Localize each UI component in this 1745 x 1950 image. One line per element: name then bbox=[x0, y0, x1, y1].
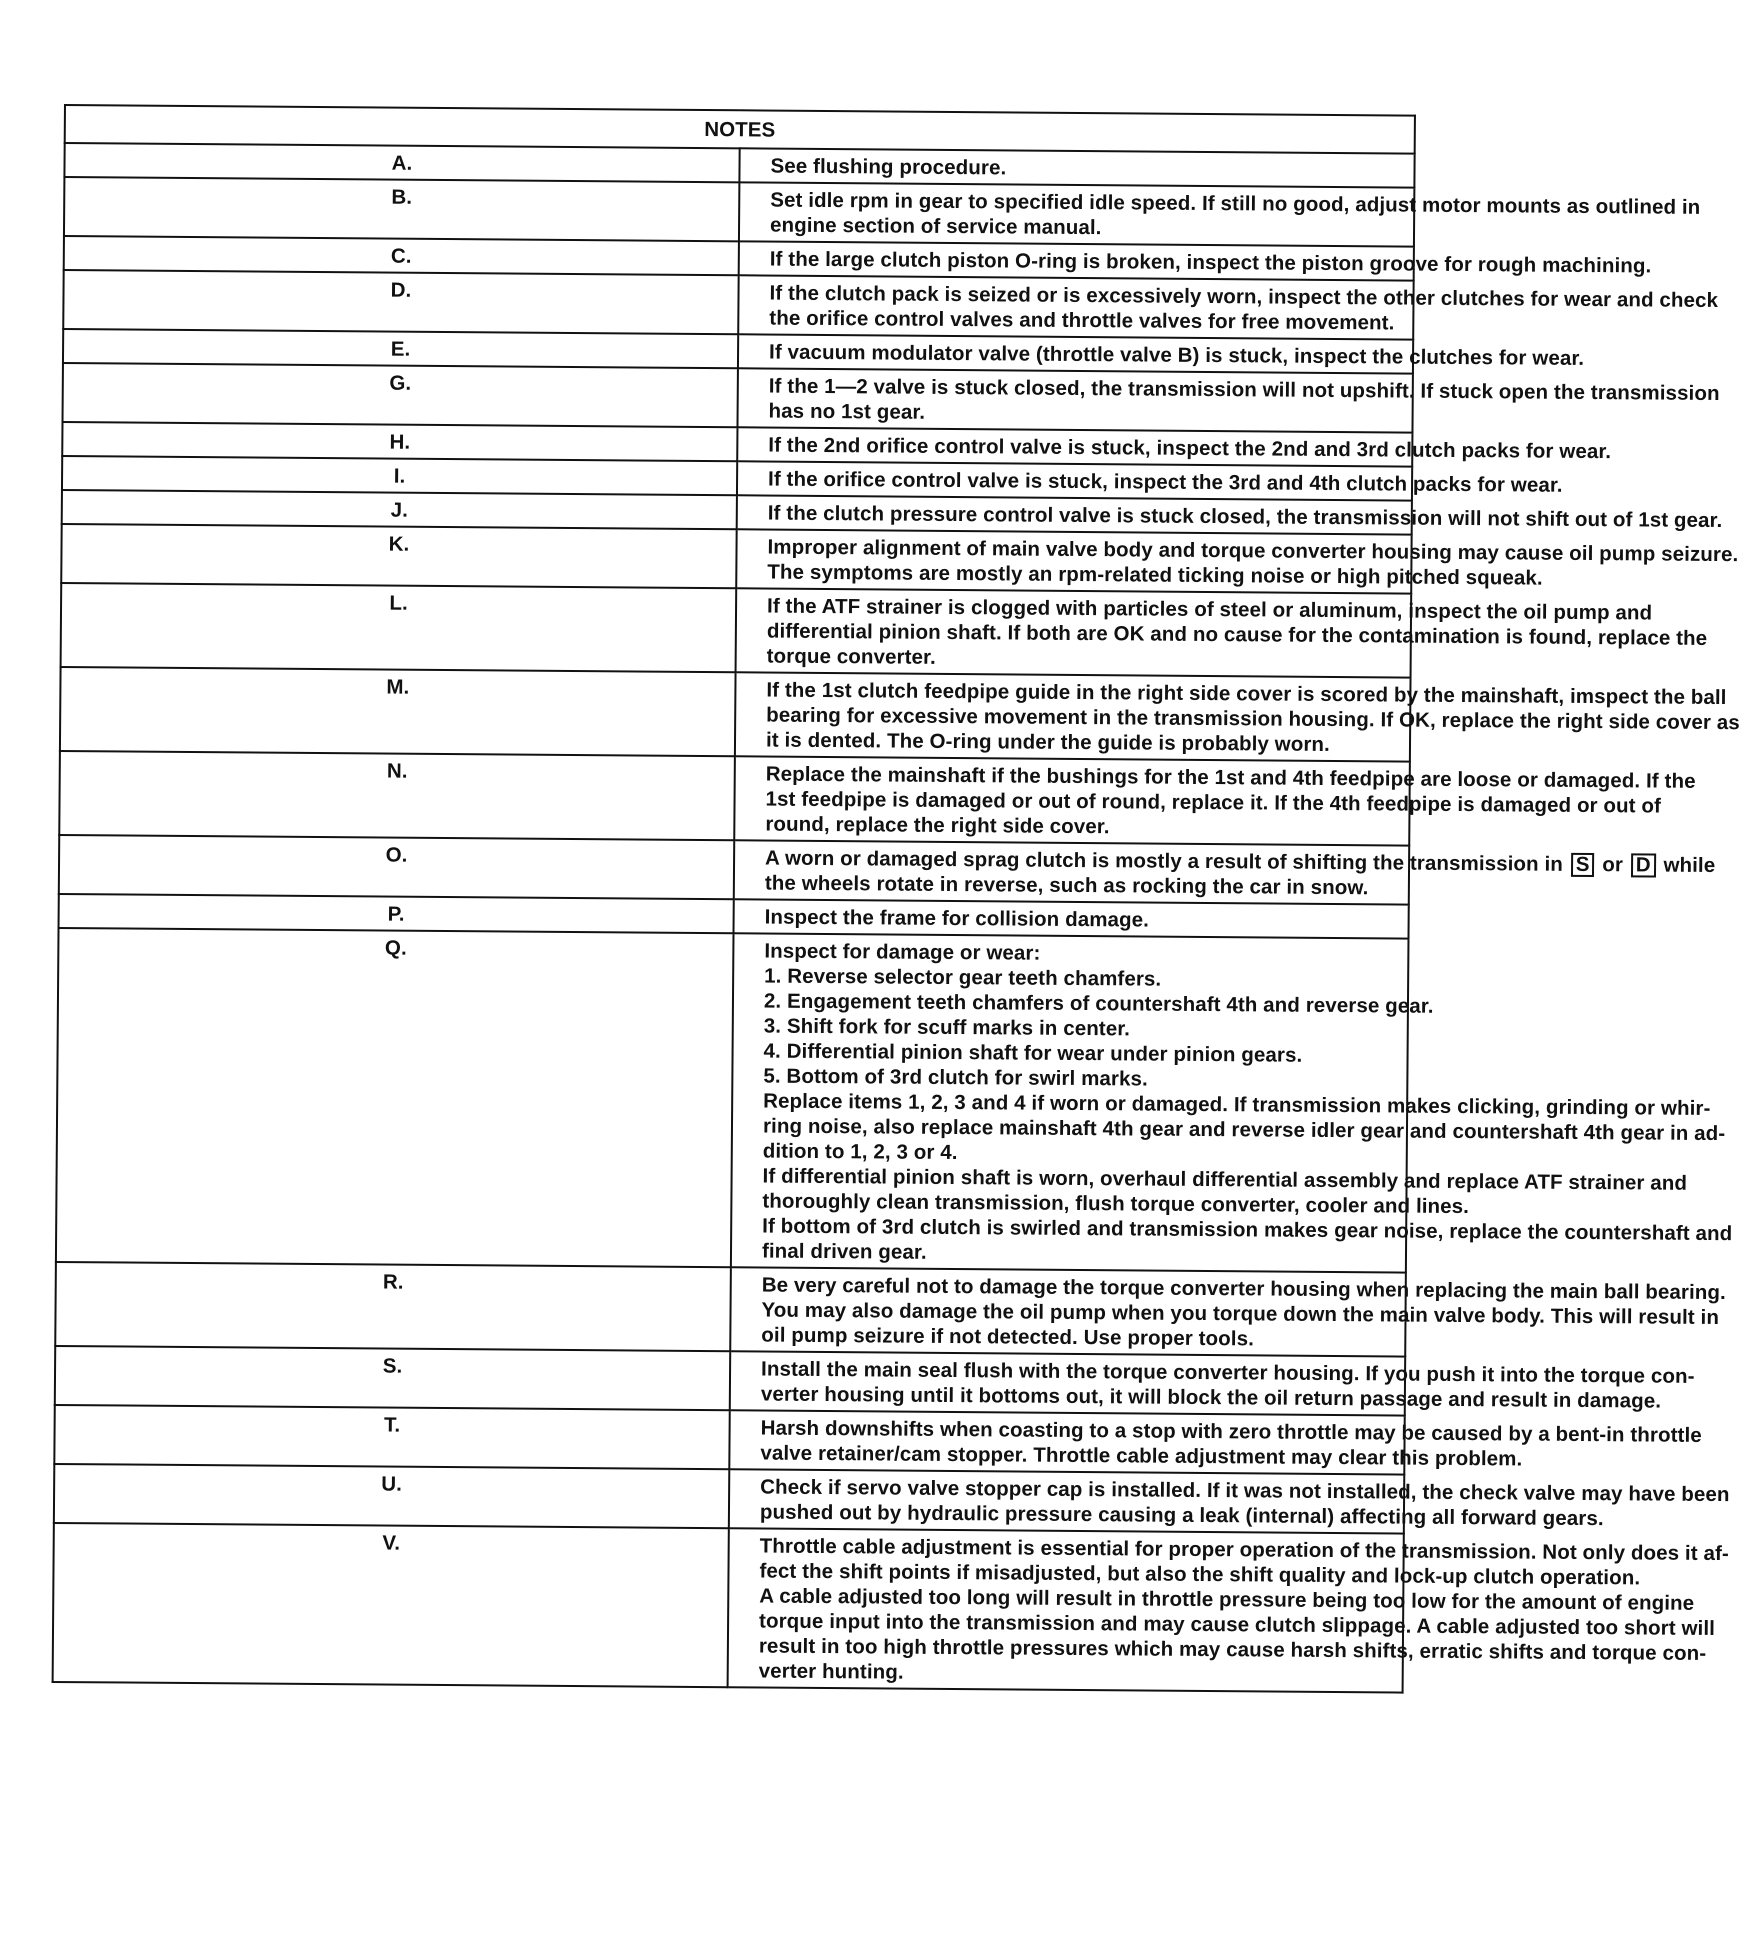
note-line: torque input into the transmission and may cause clutch slippage. A cable adjusted too short will bbox=[759, 1609, 1716, 1641]
note-line: it is dented. The O-ring under the guide is probably worn. bbox=[765, 728, 1330, 756]
note-letter: U. bbox=[54, 1464, 729, 1528]
notes-sheet bbox=[52, 104, 1740, 1694]
note-line: thoroughly clean transmission, flush torque converter, cooler and lines. bbox=[762, 1189, 1470, 1219]
note-line: oil pump seizure if not detected. Use proper tools. bbox=[761, 1323, 1255, 1351]
note-line-segment: or bbox=[1602, 853, 1624, 877]
note-line-segment: while bbox=[1663, 853, 1716, 877]
note-line: Install the main seal flush with the torque converter housing. If you push it into the torque con- bbox=[760, 1357, 1695, 1388]
note-text bbox=[730, 1351, 1695, 1415]
note-letter: N. bbox=[59, 751, 735, 840]
note-text bbox=[728, 1528, 1729, 1692]
note-row-r bbox=[55, 1262, 1406, 1357]
note-line: ring noise, also replace mainshaft 4th gear and reverse idler gear and countershaft 4th gear in ad- bbox=[762, 1114, 1726, 1146]
note-text bbox=[737, 368, 1720, 432]
note-line: You may also damage the oil pump when you torque down the main valve body. This will result in bbox=[761, 1298, 1720, 1330]
selector-position-s: S bbox=[1571, 853, 1595, 877]
note-row-d bbox=[63, 270, 1413, 340]
note-letter: J. bbox=[62, 490, 737, 529]
note-line-segment: A worn or damaged sprag clutch is mostly a result of shifting the transmission in bbox=[765, 846, 1564, 876]
note-letter: I. bbox=[62, 456, 737, 495]
note-text bbox=[736, 588, 1708, 677]
note-line: round, replace the right side cover. bbox=[765, 812, 1110, 839]
note-line: bearing for excessive movement in the transmission housing. If OK, replace the right side cover as bbox=[766, 703, 1740, 735]
note-row-g bbox=[63, 363, 1413, 433]
note-row-k bbox=[61, 524, 1411, 594]
note-row-u bbox=[54, 1464, 1404, 1534]
note-text bbox=[734, 756, 1696, 845]
note-line: torque converter. bbox=[766, 644, 936, 669]
note-letter: T. bbox=[54, 1405, 729, 1469]
note-letter: V. bbox=[53, 1523, 729, 1687]
note-line: 1. Reverse selector gear teeth chamfers. bbox=[764, 964, 1162, 991]
notes-table bbox=[52, 104, 1740, 1694]
note-letter: L. bbox=[61, 583, 737, 672]
note-letter: H. bbox=[62, 422, 737, 461]
note-line: If the clutch pack is seized or is excessively worn, inspect the other clutches for wear and check bbox=[769, 281, 1719, 312]
note-line: fect the shift points if misadjusted, but also the shift quality and lock-up clutch operation. bbox=[759, 1559, 1641, 1590]
note-letter: Q. bbox=[56, 928, 734, 1267]
note-line: engine section of service manual. bbox=[769, 213, 1102, 240]
note-text bbox=[739, 241, 1652, 280]
note-row-t bbox=[54, 1405, 1404, 1475]
note-line: Throttle cable adjustment is essential for proper operation of the transmission. Not only does it af- bbox=[759, 1534, 1729, 1566]
note-text bbox=[735, 672, 1740, 761]
note-letter: O. bbox=[59, 835, 734, 899]
note-line: valve retainer/cam stopper. Throttle cable adjustment may clear this problem. bbox=[760, 1441, 1523, 1471]
note-line: If the orifice control valve is stuck, inspect the 3rd and 4th clutch packs for wear. bbox=[767, 467, 1563, 497]
note-line: final driven gear. bbox=[761, 1239, 927, 1264]
note-text bbox=[730, 1267, 1726, 1356]
note-text bbox=[734, 840, 1716, 904]
note-line: A cable adjusted too long will result in throttle pressure being too low for the amount of engine bbox=[759, 1584, 1695, 1615]
note-letter: E. bbox=[63, 329, 738, 368]
note-letter: M. bbox=[60, 667, 736, 756]
note-text bbox=[738, 334, 1585, 373]
note-line: verter housing until it bottoms out, it will block the oil return passage and result in damage. bbox=[760, 1382, 1662, 1413]
note-line: 5. Bottom of 3rd clutch for swirl marks. bbox=[763, 1064, 1148, 1091]
note-text bbox=[731, 933, 1733, 1272]
note-line: If the 1st clutch feedpipe guide in the right side cover is scored by the mainshaft, imspect the ball bbox=[766, 678, 1727, 710]
note-letter: A. bbox=[64, 143, 739, 182]
note-letter: B. bbox=[64, 177, 739, 241]
note-letter: D. bbox=[63, 270, 738, 334]
note-text bbox=[729, 1469, 1730, 1533]
note-row-s bbox=[55, 1346, 1405, 1416]
note-text bbox=[738, 275, 1719, 339]
note-row-b bbox=[64, 177, 1414, 247]
notes-title: NOTES bbox=[65, 105, 1415, 154]
note-text bbox=[729, 1410, 1702, 1474]
note-line: If bottom of 3rd clutch is swirled and transmission makes gear noise, replace the countershaft and bbox=[762, 1214, 1733, 1246]
note-line: Harsh downshifts when coasting to a stop with zero throttle may be caused by a bent-in throttle bbox=[760, 1416, 1702, 1447]
note-row-q bbox=[56, 928, 1409, 1273]
note-line: 1st feedpipe is damaged or out of round, replace it. If the 4th feedpipe is damaged or out of bbox=[765, 787, 1662, 818]
note-row-m bbox=[60, 667, 1411, 762]
note-letter: P. bbox=[59, 894, 734, 933]
note-line: dition to 1, 2, 3 or 4. bbox=[762, 1139, 958, 1165]
note-line: has no 1st gear. bbox=[768, 399, 926, 424]
note-line: If the 2nd orifice control valve is stuck, inspect the 2nd and 3rd clutch packs for wear. bbox=[768, 433, 1612, 464]
note-text bbox=[739, 148, 1414, 187]
note-text bbox=[736, 529, 1739, 593]
note-line: 2. Engagement teeth chamfers of countershaft 4th and reverse gear. bbox=[763, 989, 1434, 1018]
note-line: Inspect for damage or wear: bbox=[764, 939, 1041, 965]
note-letter: C. bbox=[64, 236, 739, 275]
note-letter: K. bbox=[61, 524, 736, 588]
note-text bbox=[739, 182, 1701, 246]
note-line: If vacuum modulator valve (throttle valve B) is stuck, inspect the clutches for wear. bbox=[768, 340, 1585, 370]
note-letter: S. bbox=[55, 1346, 730, 1410]
note-line: If the clutch pressure control valve is stuck closed, the transmission will not shift out of 1st gear. bbox=[767, 501, 1723, 533]
note-row-v bbox=[53, 1523, 1404, 1693]
note-text bbox=[737, 461, 1563, 500]
note-line: differential pinion shaft. If both are OK and no cause for the contamination is found, replace the bbox=[766, 619, 1708, 650]
note-line: If the 1—2 valve is stuck closed, the transmission will not upshift. If stuck open the transmission bbox=[768, 374, 1720, 406]
note-line: Replace items 1, 2, 3 and 4 if worn or damaged. If transmission makes clicking, grinding or whir- bbox=[763, 1089, 1711, 1120]
note-line: 3. Shift fork for scuff marks in center. bbox=[763, 1014, 1131, 1041]
note-row-n bbox=[59, 751, 1410, 846]
note-letter: G. bbox=[63, 363, 738, 427]
note-line: If the large clutch piston O-ring is broken, inspect the piston groove for rough machining. bbox=[769, 247, 1652, 278]
note-line: pushed out by hydraulic pressure causing a leak (internal) affecting all forward gears. bbox=[759, 1500, 1604, 1531]
selector-position-d: D bbox=[1631, 853, 1656, 877]
note-line: result in too high throttle pressures which may cause harsh shifts, erratic shifts and torque con- bbox=[758, 1634, 1707, 1665]
note-letter: R. bbox=[55, 1262, 731, 1351]
note-line: the orifice control valves and throttle valves for free movement. bbox=[769, 306, 1395, 335]
note-line: Improper alignment of main valve body and torque converter housing may cause oil pump seizure. bbox=[767, 535, 1739, 567]
note-line: See flushing procedure. bbox=[770, 154, 1007, 180]
note-line: Replace the mainshaft if the bushings for the 1st and 4th feedpipe are loose or damaged. If the bbox=[765, 762, 1696, 793]
note-line: Be very careful not to damage the torque converter housing when replacing the main ball bearing. bbox=[761, 1273, 1726, 1305]
note-line: If differential pinion shaft is worn, overhaul differential assembly and replace ATF strainer and bbox=[762, 1164, 1688, 1195]
note-line: verter hunting. bbox=[758, 1659, 904, 1684]
note-row-l bbox=[61, 583, 1412, 678]
note-line: the wheels rotate in reverse, such as rocking the car in snow. bbox=[764, 871, 1369, 900]
note-line: Inspect the frame for collision damage. bbox=[764, 905, 1150, 932]
note-line: The symptoms are mostly an rpm-related ticking noise or high pitched squeak. bbox=[767, 560, 1543, 590]
note-row-o bbox=[59, 835, 1409, 905]
note-text bbox=[737, 495, 1723, 534]
note-text bbox=[734, 899, 1409, 938]
note-line: If the ATF strainer is clogged with particles of steel or aluminum, inspect the oil pump and bbox=[766, 594, 1653, 625]
note-line: Check if servo valve stopper cap is installed. If it was not installed, the check valve may have been bbox=[760, 1475, 1730, 1507]
note-line: Set idle rpm in gear to specified idle speed. If still no good, adjust motor mounts as outlined in bbox=[770, 188, 1701, 219]
note-line: 4. Differential pinion shaft for wear under pinion gears. bbox=[763, 1039, 1303, 1067]
note-text bbox=[737, 427, 1612, 466]
